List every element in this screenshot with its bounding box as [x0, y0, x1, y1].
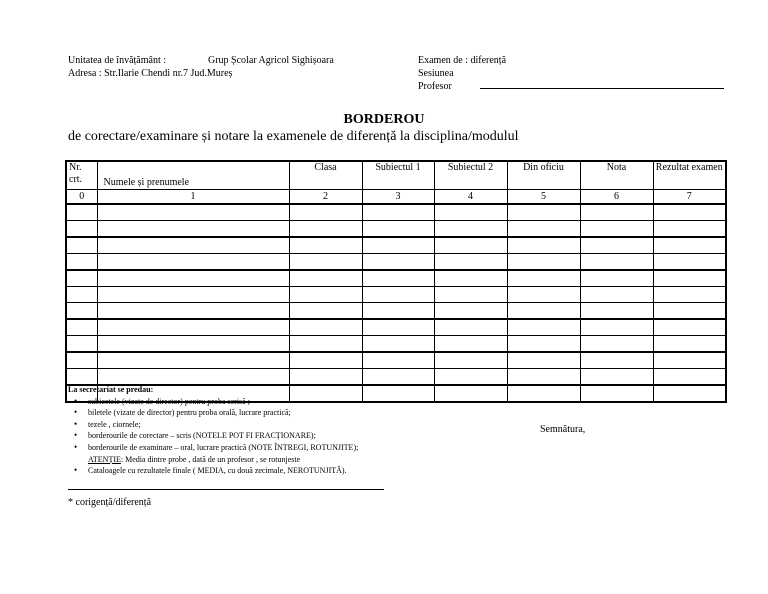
table-cell[interactable]	[289, 352, 362, 369]
table-cell[interactable]	[434, 369, 507, 386]
table-cell[interactable]	[507, 303, 580, 320]
column-number: 7	[653, 190, 726, 205]
table-cell[interactable]	[362, 352, 434, 369]
column-header: Rezultat examen	[653, 161, 726, 190]
footnote: * corigență/diferență	[68, 497, 152, 508]
table-cell[interactable]	[289, 287, 362, 303]
table-cell[interactable]	[580, 204, 653, 221]
document-subtitle: de corectare/examinare și notare la examenele de diferență la disciplina/modulul	[68, 129, 519, 144]
atentie-label: ATENȚIE	[88, 454, 121, 464]
table-cell[interactable]	[653, 221, 726, 238]
table-cell[interactable]	[362, 237, 434, 254]
table-cell[interactable]	[434, 237, 507, 254]
table-cell[interactable]	[66, 221, 97, 238]
table-cell[interactable]	[507, 254, 580, 271]
table-cell[interactable]	[434, 221, 507, 238]
note-item: • borderourile de corectare – scris (NOTELE POT FI FRACȚIONARE);	[88, 430, 358, 442]
table-cell[interactable]	[362, 221, 434, 238]
table-cell[interactable]	[653, 287, 726, 303]
table-cell[interactable]	[653, 254, 726, 271]
note-item: • tezele , ciornele;	[88, 419, 358, 431]
notes-section	[68, 384, 358, 477]
table-cell[interactable]	[434, 270, 507, 287]
table-row	[66, 221, 726, 238]
table-cell[interactable]	[289, 221, 362, 238]
table-row	[66, 237, 726, 254]
table-cell[interactable]	[362, 270, 434, 287]
table-cell[interactable]	[362, 254, 434, 271]
table-cell[interactable]	[653, 369, 726, 386]
table-cell[interactable]	[362, 204, 434, 221]
examen: Examen de : diferență	[418, 55, 507, 66]
table-cell[interactable]	[653, 336, 726, 353]
column-header: Subiectul 1	[362, 161, 434, 190]
note-item: • Cataloagele cu rezultatele finale ( MEDIA, cu două zecimale, NEROTUNJITĂ).	[88, 465, 358, 477]
table-cell[interactable]	[434, 287, 507, 303]
unitate-value: Grup Școlar Agricol Sighișoara	[208, 55, 334, 66]
table-cell[interactable]	[434, 319, 507, 336]
table-cell[interactable]	[580, 385, 653, 402]
column-header: Nota	[580, 161, 653, 190]
table-header-row	[66, 161, 726, 190]
table-cell[interactable]	[580, 237, 653, 254]
table-cell[interactable]	[507, 221, 580, 238]
column-number: 5	[507, 190, 580, 205]
adresa: Adresa : Str.Ilarie Chendi nr.7 Jud.Mureș	[68, 68, 233, 79]
table-cell[interactable]	[289, 369, 362, 386]
table-cell[interactable]	[580, 287, 653, 303]
document-title: BORDEROU	[343, 112, 425, 127]
table-cell[interactable]	[289, 204, 362, 221]
column-number: 3	[362, 190, 434, 205]
table-row	[66, 336, 726, 353]
table-row	[66, 352, 726, 369]
table-cell[interactable]	[507, 352, 580, 369]
table-cell[interactable]	[66, 287, 97, 303]
column-number-row	[66, 190, 726, 205]
table-cell[interactable]	[653, 204, 726, 221]
table-cell[interactable]	[580, 270, 653, 287]
table-cell[interactable]	[66, 336, 97, 353]
profesor: Profesor	[418, 81, 452, 92]
table-cell[interactable]	[362, 336, 434, 353]
column-header: Clasa	[289, 161, 362, 190]
table-cell[interactable]	[434, 385, 507, 402]
table-cell[interactable]	[434, 352, 507, 369]
table-cell[interactable]	[507, 369, 580, 386]
table-cell[interactable]	[434, 254, 507, 271]
table-cell[interactable]	[97, 336, 289, 353]
table-cell[interactable]	[66, 270, 97, 287]
table-row	[66, 319, 726, 336]
table-cell[interactable]	[97, 221, 289, 238]
table-cell[interactable]	[580, 319, 653, 336]
table-cell[interactable]	[580, 369, 653, 386]
table-cell[interactable]	[289, 237, 362, 254]
table-cell[interactable]	[289, 254, 362, 271]
footnote-separator	[68, 489, 384, 490]
column-number: 6	[580, 190, 653, 205]
table-cell[interactable]	[289, 270, 362, 287]
table-cell[interactable]	[289, 336, 362, 353]
table-cell[interactable]	[507, 270, 580, 287]
borderou-table	[65, 160, 727, 403]
table-cell[interactable]	[362, 287, 434, 303]
table-cell[interactable]	[289, 319, 362, 336]
table-cell[interactable]	[97, 352, 289, 369]
table-row	[66, 287, 726, 303]
notes-list-last	[68, 465, 358, 477]
table-cell[interactable]	[97, 204, 289, 221]
table-cell[interactable]	[66, 303, 97, 320]
table-cell[interactable]	[507, 319, 580, 336]
note-item: • biletele (vizate de director) pentru proba orală, lucrare practică;	[88, 407, 358, 419]
table-cell[interactable]	[434, 336, 507, 353]
table-cell[interactable]	[653, 270, 726, 287]
atentie-text: : Media dintre probe , dată de un profesor , se rotunjeste	[120, 454, 301, 464]
table-cell[interactable]	[66, 352, 97, 369]
table-cell[interactable]	[653, 237, 726, 254]
table-cell[interactable]	[97, 287, 289, 303]
table-cell[interactable]	[66, 369, 97, 386]
table-cell[interactable]	[97, 237, 289, 254]
column-number: 2	[289, 190, 362, 205]
table-cell[interactable]	[507, 287, 580, 303]
table-cell[interactable]	[66, 237, 97, 254]
column-header: Din oficiu	[507, 161, 580, 190]
column-header: Nr. crt.	[66, 161, 97, 190]
table-cell[interactable]	[97, 254, 289, 271]
table-cell[interactable]	[507, 204, 580, 221]
note-item: • subiectele (vizate de director) pentru proba scrisă ;	[88, 396, 358, 408]
table-row	[66, 254, 726, 271]
table-row	[66, 270, 726, 287]
table-cell[interactable]	[434, 204, 507, 221]
table-row	[66, 303, 726, 320]
notes-list	[68, 396, 358, 454]
table-cell[interactable]	[653, 352, 726, 369]
table-cell[interactable]	[507, 385, 580, 402]
table-cell[interactable]	[362, 385, 434, 402]
table-cell[interactable]	[580, 336, 653, 353]
table-cell[interactable]	[362, 369, 434, 386]
table-cell[interactable]	[507, 336, 580, 353]
note-item: • borderourile de examinare – oral, lucrare practică (NOTE ÎNTREGI, ROTUNJITE);	[88, 442, 358, 454]
table-cell[interactable]	[580, 352, 653, 369]
table-cell[interactable]	[97, 319, 289, 336]
table-cell[interactable]	[580, 221, 653, 238]
column-header: Subiectul 2	[434, 161, 507, 190]
table-cell[interactable]	[580, 303, 653, 320]
profesor-line	[480, 88, 724, 89]
table-cell[interactable]	[362, 319, 434, 336]
table-cell[interactable]	[507, 237, 580, 254]
notes-heading: La secretariat se predau:	[68, 385, 154, 394]
table-cell[interactable]	[97, 303, 289, 320]
unitate-label: Unitatea de învățământ :	[68, 55, 167, 66]
column-number: 0	[66, 190, 97, 205]
column-header: Numele și prenumele	[97, 161, 289, 190]
table-row	[66, 369, 726, 386]
table-cell[interactable]	[362, 303, 434, 320]
table-cell[interactable]	[580, 254, 653, 271]
table-cell[interactable]	[66, 254, 97, 271]
table-row	[66, 204, 726, 221]
atentie-line	[68, 454, 358, 466]
table-cell[interactable]	[653, 319, 726, 336]
table-cell[interactable]	[66, 204, 97, 221]
table-cell[interactable]	[653, 303, 726, 320]
table-cell[interactable]	[66, 319, 97, 336]
table-cell[interactable]	[289, 303, 362, 320]
column-number: 4	[434, 190, 507, 205]
column-number: 1	[97, 190, 289, 205]
table-cell[interactable]	[97, 369, 289, 386]
table-cell[interactable]	[97, 270, 289, 287]
sesiunea: Sesiunea	[418, 68, 454, 79]
signature-label: Semnătura,	[540, 424, 586, 435]
table-cell[interactable]	[653, 385, 726, 402]
table-cell[interactable]	[434, 303, 507, 320]
